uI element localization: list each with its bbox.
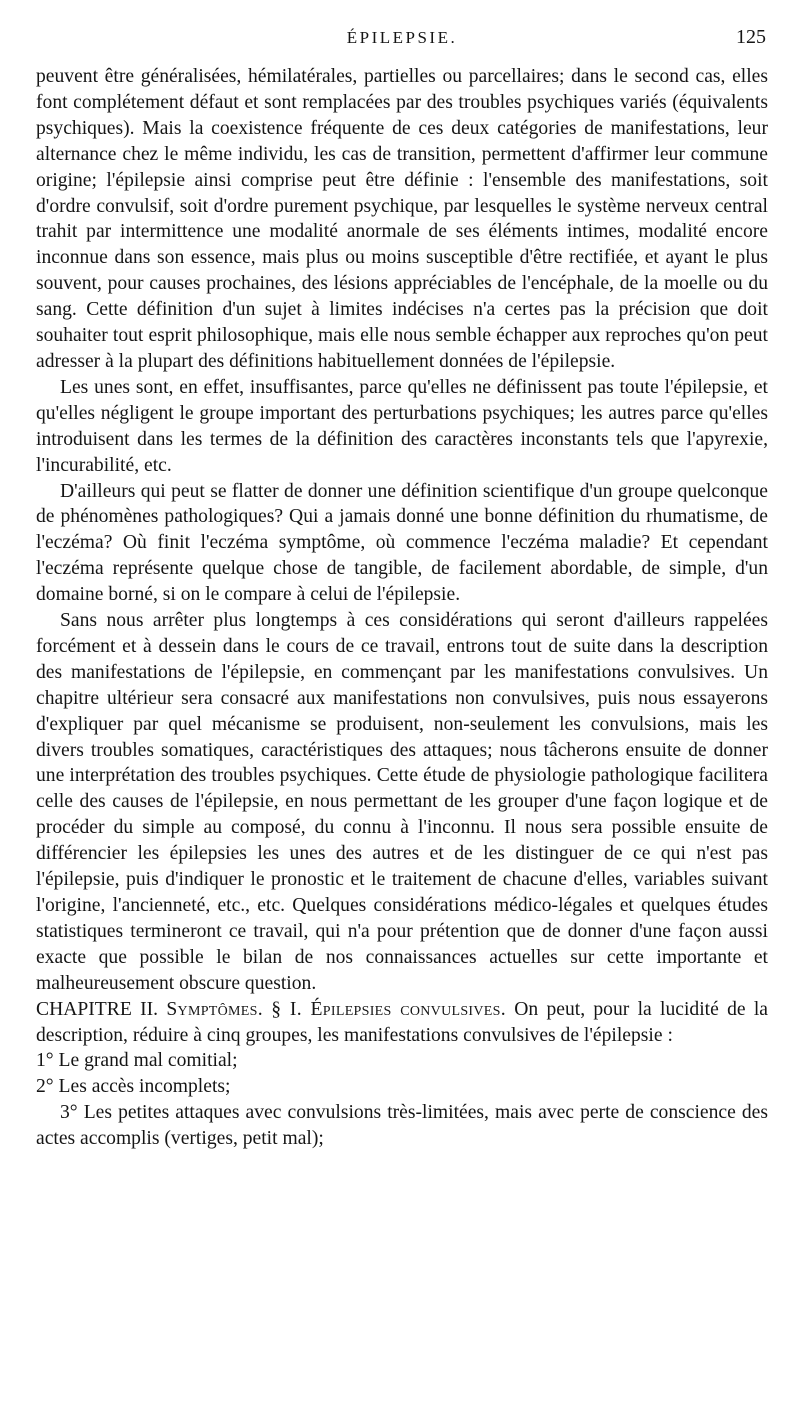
list-item: 3° Les petites attaques avec convulsions très-limitées, mais avec perte de conscience des actes accomplis (vertiges, petit mal); [36, 1102, 768, 1150]
paragraph-plan: Sans nous arrêter plus longtemps à ces considérations qui seront d'ailleurs rappelées forcément et à dessein dans le cours de ce travail, entrons tout de suite dans la description des manifestations de l'épilepsie, en commençant par les manifestations convulsives. Un chapitre ultérieur sera consacré aux manifestations non convulsives, puis nous essayerons d'expliquer par quel mécanisme se produisent, non-seulement les convulsions, mais les divers troubles somatiques, caractéristiques des attaques; nous tâcherons ensuite de donner une interprétation des troubles psychiques. Cette étude de physiologie pathologique facilitera celle des causes de l'épilepsie, en nous permettant de les grouper d'une façon logique et de procéder du simple au composé, du connu à l'inconnu. Il nous sera possible ensuite de différencier les épilepsies les unes des autres et de les distinguer de ce qui n'est pas l'épilepsie, puis d'indiquer le pronostic et le traitement de chacune d'elles, variables suivant l'origine, l'ancienneté, etc., etc. Quelques considérations médico-légales et quelques études statistiques termineront ce travail, qui n'a pour prétention que de donner d'une façon aussi exacte que possible le bilan de nos connaissances actuelles sur cette importante et malheureusement obscure question. [36, 610, 768, 994]
paragraph-definitions: Les unes sont, en effet, insuffisantes, parce qu'elles ne définissent pas toute l'épilepsie, et qu'elles négligent le groupe important des perturbations psychiques; les autres parce qu'elles introduisent dans les termes de la définition des caractères inconstants tels que l'apyrexie, l'incurabilité, etc. [36, 376, 768, 476]
running-title: ÉPILEPSIE. [346, 28, 458, 47]
chapter-heading-paragraph [36, 997, 768, 1049]
paragraph-continuation: peuvent être généralisées, hémilatérales, partielles ou parcellaires; dans le second cas, elles font complétement défaut et sont remplacées par des troubles psychiques variés (équivalents psychiques). Mais la coexistence fréquente de ces deux catégories de manifestations, leur alternance chez le même individu, les cas de transition, permettent d'affirmer leur commune origine; l'épilepsie ainsi comprise peut être définie : l'ensemble des manifestations, soit d'ordre convulsif, soit d'ordre purement psychique, par lesquelles le système nerveux central trahit par intermittence une modalité anormale de ses éléments intimes, modalité encore inconnue dans son essence, mais plus ou moins susceptible d'être rectifiée, et ayant le plus souvent, pour causes prochaines, des lésions appréciables de l'encéphale, de la moelle ou du sang. Cette définition d'un sujet à limites indécises n'a certes pas la précision que doit souhaiter tout esprit philosophique, mais elle nous semble échapper aux reproches qu'on peut adresser à la plupart des définitions habituellement données de l'épilepsie. [36, 66, 768, 372]
section-title: § I. Épilepsies convulsives. [271, 998, 506, 1020]
list-item: 1° Le grand mal comitial; [36, 1050, 238, 1072]
paragraph-eczema: D'ailleurs qui peut se flatter de donner une définition scientifique d'un groupe quelconque de phénomènes pathologiques? Qui a jamais donné une bonne définition du rhumatisme, de l'eczéma? Où finit l'eczéma symptôme, où commence l'eczéma maladie? Et cependant l'eczéma représente quelque chose de tangible, de facilement abordable, de simple, d'un domaine borné, si on le compare à celui de l'épilepsie. [36, 480, 768, 606]
body-text [36, 64, 768, 1152]
page-header [36, 6, 768, 46]
list-item: 2° Les accès incomplets; [36, 1076, 231, 1098]
chapter-label: CHAPITRE II. [36, 998, 159, 1020]
chapter-title: Symptômes. [166, 998, 263, 1020]
page-number: 125 [736, 26, 766, 48]
book-page [36, 6, 768, 1152]
chapter-intro: On peut, pour la lucidité de la description, réduire à cinq groupes, les manifestations convulsives de l'épilepsie : [36, 998, 768, 1046]
